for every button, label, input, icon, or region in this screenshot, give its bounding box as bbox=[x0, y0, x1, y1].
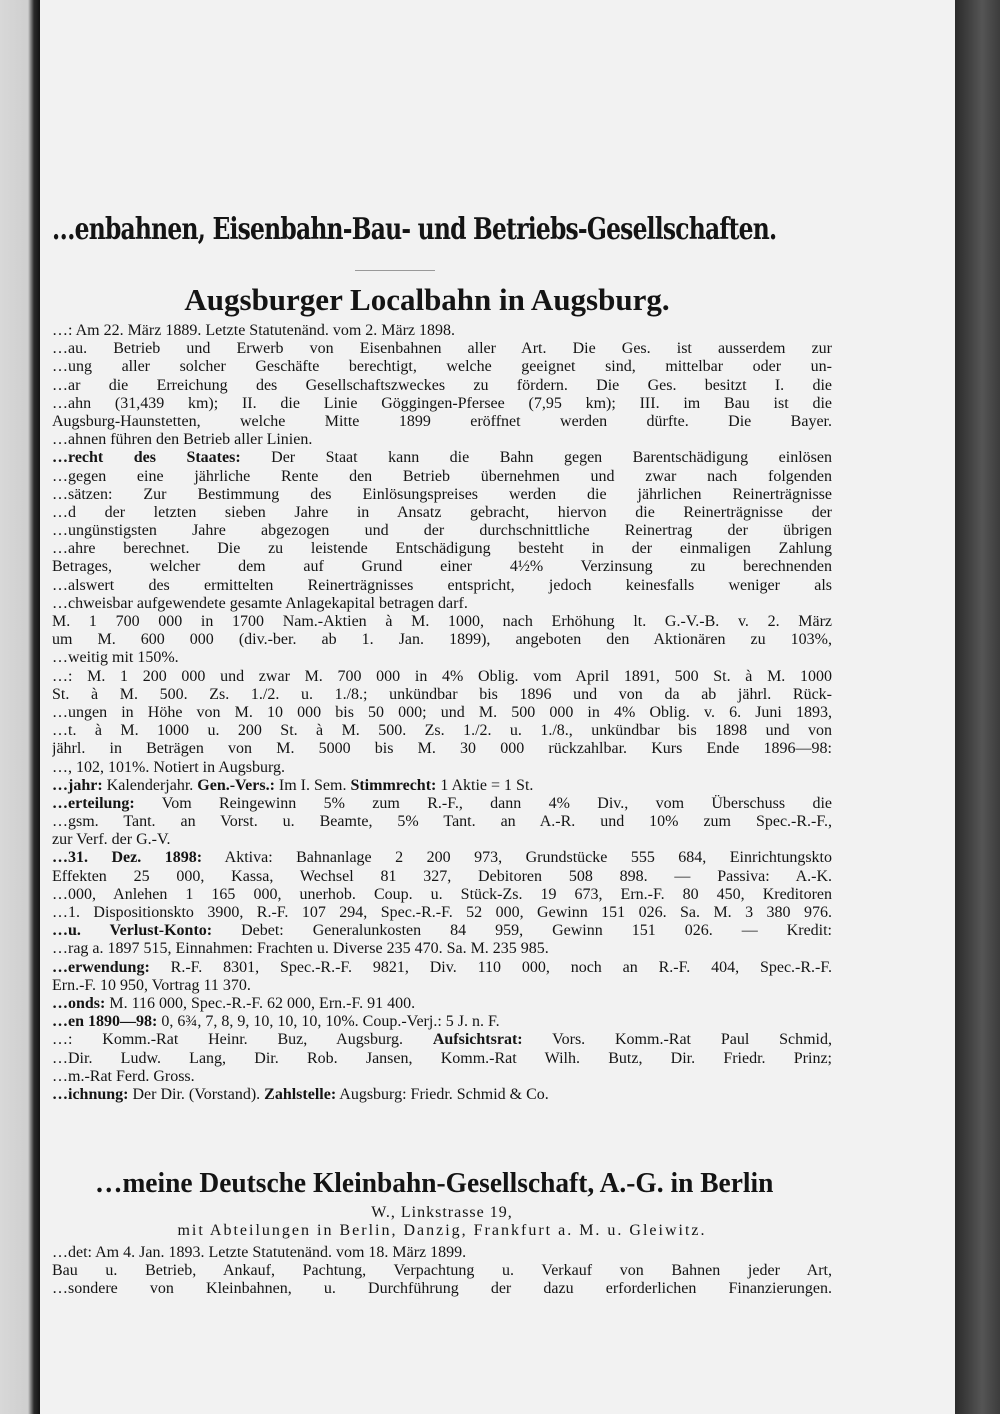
text-line bbox=[52, 1050, 832, 1068]
field-text: …weitig mit 150%. bbox=[52, 649, 179, 667]
field-text: …: Komm.-Rat Heinr. Buz, Augsburg. bbox=[52, 1031, 433, 1049]
field-text: …ar die Erreichung des Gesellschaftszweckes zu fördern. Die Ges. besitzt I. die bbox=[52, 376, 832, 394]
field-text: Aktiva: Bahnanlage 2 200 973, Grundstücke 555 684, Einrichtungskto bbox=[202, 849, 832, 867]
field-label: Stimmrecht: bbox=[350, 776, 437, 794]
field-text: …ahn (31,439 km); II. die Linie Göggingen-Pfersee (7,95 km); III. im Bau ist die bbox=[52, 394, 832, 412]
text-line bbox=[52, 449, 832, 467]
text-line bbox=[52, 558, 832, 576]
text-line bbox=[52, 1013, 832, 1031]
text-line bbox=[52, 431, 832, 449]
field-text: …ung aller solcher Geschäfte berechtigt, welche geeignet sind, mittelbar oder un- bbox=[52, 358, 832, 376]
text-line bbox=[52, 1262, 832, 1280]
company-branches: mit Abteilungen in Berlin, Danzig, Frankfurt a. M. u. Gleiwitz. bbox=[177, 1222, 707, 1239]
text-line bbox=[52, 849, 832, 867]
field-label: …onds: bbox=[52, 994, 106, 1012]
field-label: Aufsichtsrat: bbox=[432, 1031, 523, 1049]
text-line bbox=[52, 1086, 832, 1104]
field-text: …ungen in Höhe von M. 10 000 bis 50 000; und M. 500 000 in 4% Oblig. v. 6. Juni 1893, bbox=[52, 703, 832, 721]
text-line bbox=[52, 649, 832, 667]
field-text: …d der letzten sieben Jahre in Ansatz gebracht, hiervon die Reinerträgnisse der bbox=[52, 503, 832, 521]
field-text: …: Am 22. März 1889. Letzte Statutenänd. vom 2. März 1898. bbox=[52, 322, 456, 339]
text-line bbox=[52, 813, 832, 831]
field-text: M. 1 700 000 in 1700 Nam.-Aktien à M. 1000, nach Erhöhung lt. G.-V.-B. v. 2. März bbox=[52, 613, 832, 630]
text-line bbox=[52, 886, 832, 904]
field-label: …en 1890—98: bbox=[52, 1013, 158, 1031]
field-label: Zahlstelle: bbox=[264, 1085, 337, 1103]
field-text: Der Dir. (Vorstand). bbox=[128, 1085, 265, 1103]
field-label: …recht des Staates: bbox=[52, 449, 241, 467]
text-line bbox=[52, 831, 832, 849]
text-line bbox=[52, 413, 832, 431]
text-line bbox=[52, 377, 832, 395]
field-text: …au. Betrieb und Erwerb von Eisenbahnen aller Art. Die Ges. ist ausserdem zur bbox=[52, 340, 832, 358]
text-line bbox=[52, 795, 832, 813]
field-label: …erwendung: bbox=[52, 958, 150, 976]
text-line bbox=[52, 904, 832, 922]
field-text: …rag a. 1897 515, Einnahmen: Frachten u. Diverse 235 470. Sa. M. 235 985. bbox=[52, 940, 549, 958]
text-line bbox=[52, 358, 832, 376]
field-text: 0, 6¾, 7, 8, 9, 10, 10, 10, 10%. Coup.-Verj.: 5 J. n. F. bbox=[157, 1013, 500, 1031]
text-line bbox=[52, 631, 832, 649]
text-line bbox=[52, 868, 832, 886]
field-text: …Dir. Ludw. Lang, Dir. Rob. Jansen, Komm.-Rat Wilh. Butz, Dir. Friedr. Prinz; bbox=[52, 1049, 832, 1067]
field-text: …000, Anlehen 1 165 000, unerhob. Coup. u. Stück-Zs. 19 673, Ern.-F. 80 450, Kreditoren bbox=[52, 885, 832, 903]
text-line bbox=[52, 995, 832, 1013]
text-line bbox=[52, 777, 832, 795]
company-entry-text bbox=[52, 322, 832, 1104]
text-line bbox=[52, 577, 832, 595]
field-text: Vom Reingewinn 5% zum R.-F., dann 4% Div., vom Überschuss die bbox=[134, 794, 832, 812]
text-line bbox=[52, 613, 832, 631]
field-text: Augsburg: Friedr. Schmid & Co. bbox=[336, 1085, 549, 1103]
field-text: …sätzen: Zur Bestimmung des Einlösungspreises werden die jährlichen Reinerträgnisse bbox=[52, 485, 832, 503]
field-text: Kalenderjahr. bbox=[102, 776, 198, 794]
field-text: …det: Am 4. Jan. 1893. Letzte Statutenänd. vom 18. März 1899. bbox=[52, 1244, 467, 1261]
field-text: Effekten 25 000, Kassa, Wechsel 81 327, Debitoren 508 898. — Passiva: A.-K. bbox=[52, 867, 832, 885]
field-label: …u. Verlust-Konto: bbox=[52, 922, 213, 940]
text-line bbox=[52, 1244, 832, 1262]
text-line bbox=[52, 940, 832, 958]
text-line bbox=[52, 740, 832, 758]
field-label: …31. Dez. 1898: bbox=[52, 849, 203, 867]
company-entry-text bbox=[52, 1244, 832, 1299]
text-line bbox=[52, 522, 832, 540]
text-line bbox=[52, 1280, 832, 1298]
field-text: …sondere von Kleinbahnen, u. Durchführung der dazu erforderlichen Finanzierungen. bbox=[52, 1280, 832, 1298]
field-text: St. à M. 500. Zs. 1./2. u. 1./8.; unkündbar bis 1896 und von da ab jährl. Rück- bbox=[52, 685, 832, 703]
text-line bbox=[52, 504, 832, 522]
field-text: um M. 600 000 (div.-ber. ab 1. Jan. 1899), angeboten den Aktionären zu 103%, bbox=[52, 631, 832, 649]
field-text: Betrages, welcher dem auf Grund einer 4½% Verzinsung zu berechnenden bbox=[52, 558, 832, 576]
field-label: …jahr: bbox=[52, 776, 103, 794]
text-line bbox=[52, 340, 832, 358]
scan-border bbox=[955, 0, 1000, 1414]
field-text: …ahnen führen den Betrieb aller Linien. bbox=[52, 431, 313, 449]
field-text: …ungünstigsten Jahre abgezogen und der durchschnittliche Reinertrag der übrigen bbox=[52, 522, 832, 540]
field-text: …gegen eine jährliche Rente den Betrieb übernehmen und zwar nach folgenden bbox=[52, 467, 832, 485]
field-label: …ichnung: bbox=[52, 1085, 129, 1103]
field-text: Ern.-F. 10 950, Vortrag 11 370. bbox=[52, 976, 251, 994]
previous-page-edge bbox=[0, 0, 40, 1414]
field-label: …erteilung: bbox=[52, 794, 135, 812]
field-text: Vors. Komm.-Rat Paul Schmid, bbox=[522, 1031, 832, 1049]
text-line bbox=[52, 395, 832, 413]
field-text: …gsm. Tant. an Vorst. u. Beamte, 5% Tant. an A.-R. und 10% zum Spec.-R.-F., bbox=[52, 813, 832, 831]
heading-divider bbox=[355, 270, 435, 271]
field-text: …alswert des ermittelten Reinerträgnisses entspricht, jedoch keinesfalls weniger als bbox=[52, 576, 832, 594]
field-text: zur Verf. der G.-V. bbox=[52, 831, 171, 849]
text-line bbox=[52, 922, 832, 940]
text-line bbox=[52, 322, 832, 340]
text-line bbox=[52, 486, 832, 504]
text-line bbox=[52, 759, 832, 777]
field-text: 1 Aktie = 1 St. bbox=[436, 776, 534, 794]
company-title: …meine Deutsche Kleinbahn-Gesellschaft, A.-G. in Berlin bbox=[95, 1168, 774, 1199]
field-text: …m.-Rat Ferd. Gross. bbox=[52, 1067, 195, 1085]
field-text: …1. Dispositionskto 3900, R.-F. 107 294, Spec.-R.-F. 52 000, Gewinn 151 026. Sa. M. 3 380 976. bbox=[52, 904, 832, 921]
text-line bbox=[52, 722, 832, 740]
field-text: Der Staat kann die Bahn gegen Barentschädigung einlösen bbox=[240, 449, 832, 467]
text-line bbox=[52, 468, 832, 486]
field-text: …, 102, 101%. Notiert in Augsburg. bbox=[52, 758, 286, 776]
company-address: W., Linkstrasse 19, bbox=[371, 1204, 513, 1221]
text-line bbox=[52, 668, 832, 686]
field-text: …: M. 1 200 000 und zwar M. 700 000 in 4% Oblig. vom April 1891, 500 St. à M. 1000 bbox=[52, 667, 832, 685]
text-line bbox=[52, 959, 832, 977]
text-line bbox=[52, 540, 832, 558]
field-text: Bau u. Betrieb, Ankauf, Pachtung, Verpachtung u. Verkauf von Bahnen jeder Art, bbox=[52, 1262, 832, 1280]
field-text: Im I. Sem. bbox=[274, 776, 351, 794]
field-text: …chweisbar aufgewendete gesamte Anlagekapital betragen darf. bbox=[52, 594, 468, 612]
text-line bbox=[52, 704, 832, 722]
field-label: Gen.-Vers.: bbox=[197, 776, 275, 794]
field-text: Debet: Generalunkosten 84 959, Gewinn 151 026. — Kredit: bbox=[212, 922, 832, 940]
field-text: R.-F. 8301, Spec.-R.-F. 9821, Div. 110 000, noch an R.-F. 404, Spec.-R.-F. bbox=[149, 958, 832, 976]
field-text: M. 116 000, Spec.-R.-F. 62 000, Ern.-F. 91 400. bbox=[105, 994, 416, 1012]
field-text: …ahre berechnet. Die zu leistende Entschädigung besteht in der einmaligen Zahlung bbox=[52, 540, 832, 558]
field-text: jährl. in Beträgen von M. 5000 bis M. 30 000 rückzahlbar. Kurs Ende 1896—98: bbox=[52, 740, 832, 758]
text-line bbox=[52, 686, 832, 704]
field-text: Augsburg-Haunstetten, welche Mitte 1899 eröffnet werden dürfte. Die Bayer. bbox=[52, 412, 832, 430]
text-line bbox=[52, 1068, 832, 1086]
section-heading: …enbahnen, Eisenbahn-Bau- und Betriebs-Gesellschaften. bbox=[52, 212, 777, 247]
text-line bbox=[52, 977, 832, 995]
text-line bbox=[52, 595, 832, 613]
text-line bbox=[52, 1031, 832, 1049]
field-text: …t. à M. 1000 u. 200 St. à M. 500. Zs. 1./2. u. 1./8., unkündbar bis 1898 und von bbox=[52, 722, 832, 740]
company-title: Augsburger Localbahn in Augsburg. bbox=[184, 282, 670, 317]
